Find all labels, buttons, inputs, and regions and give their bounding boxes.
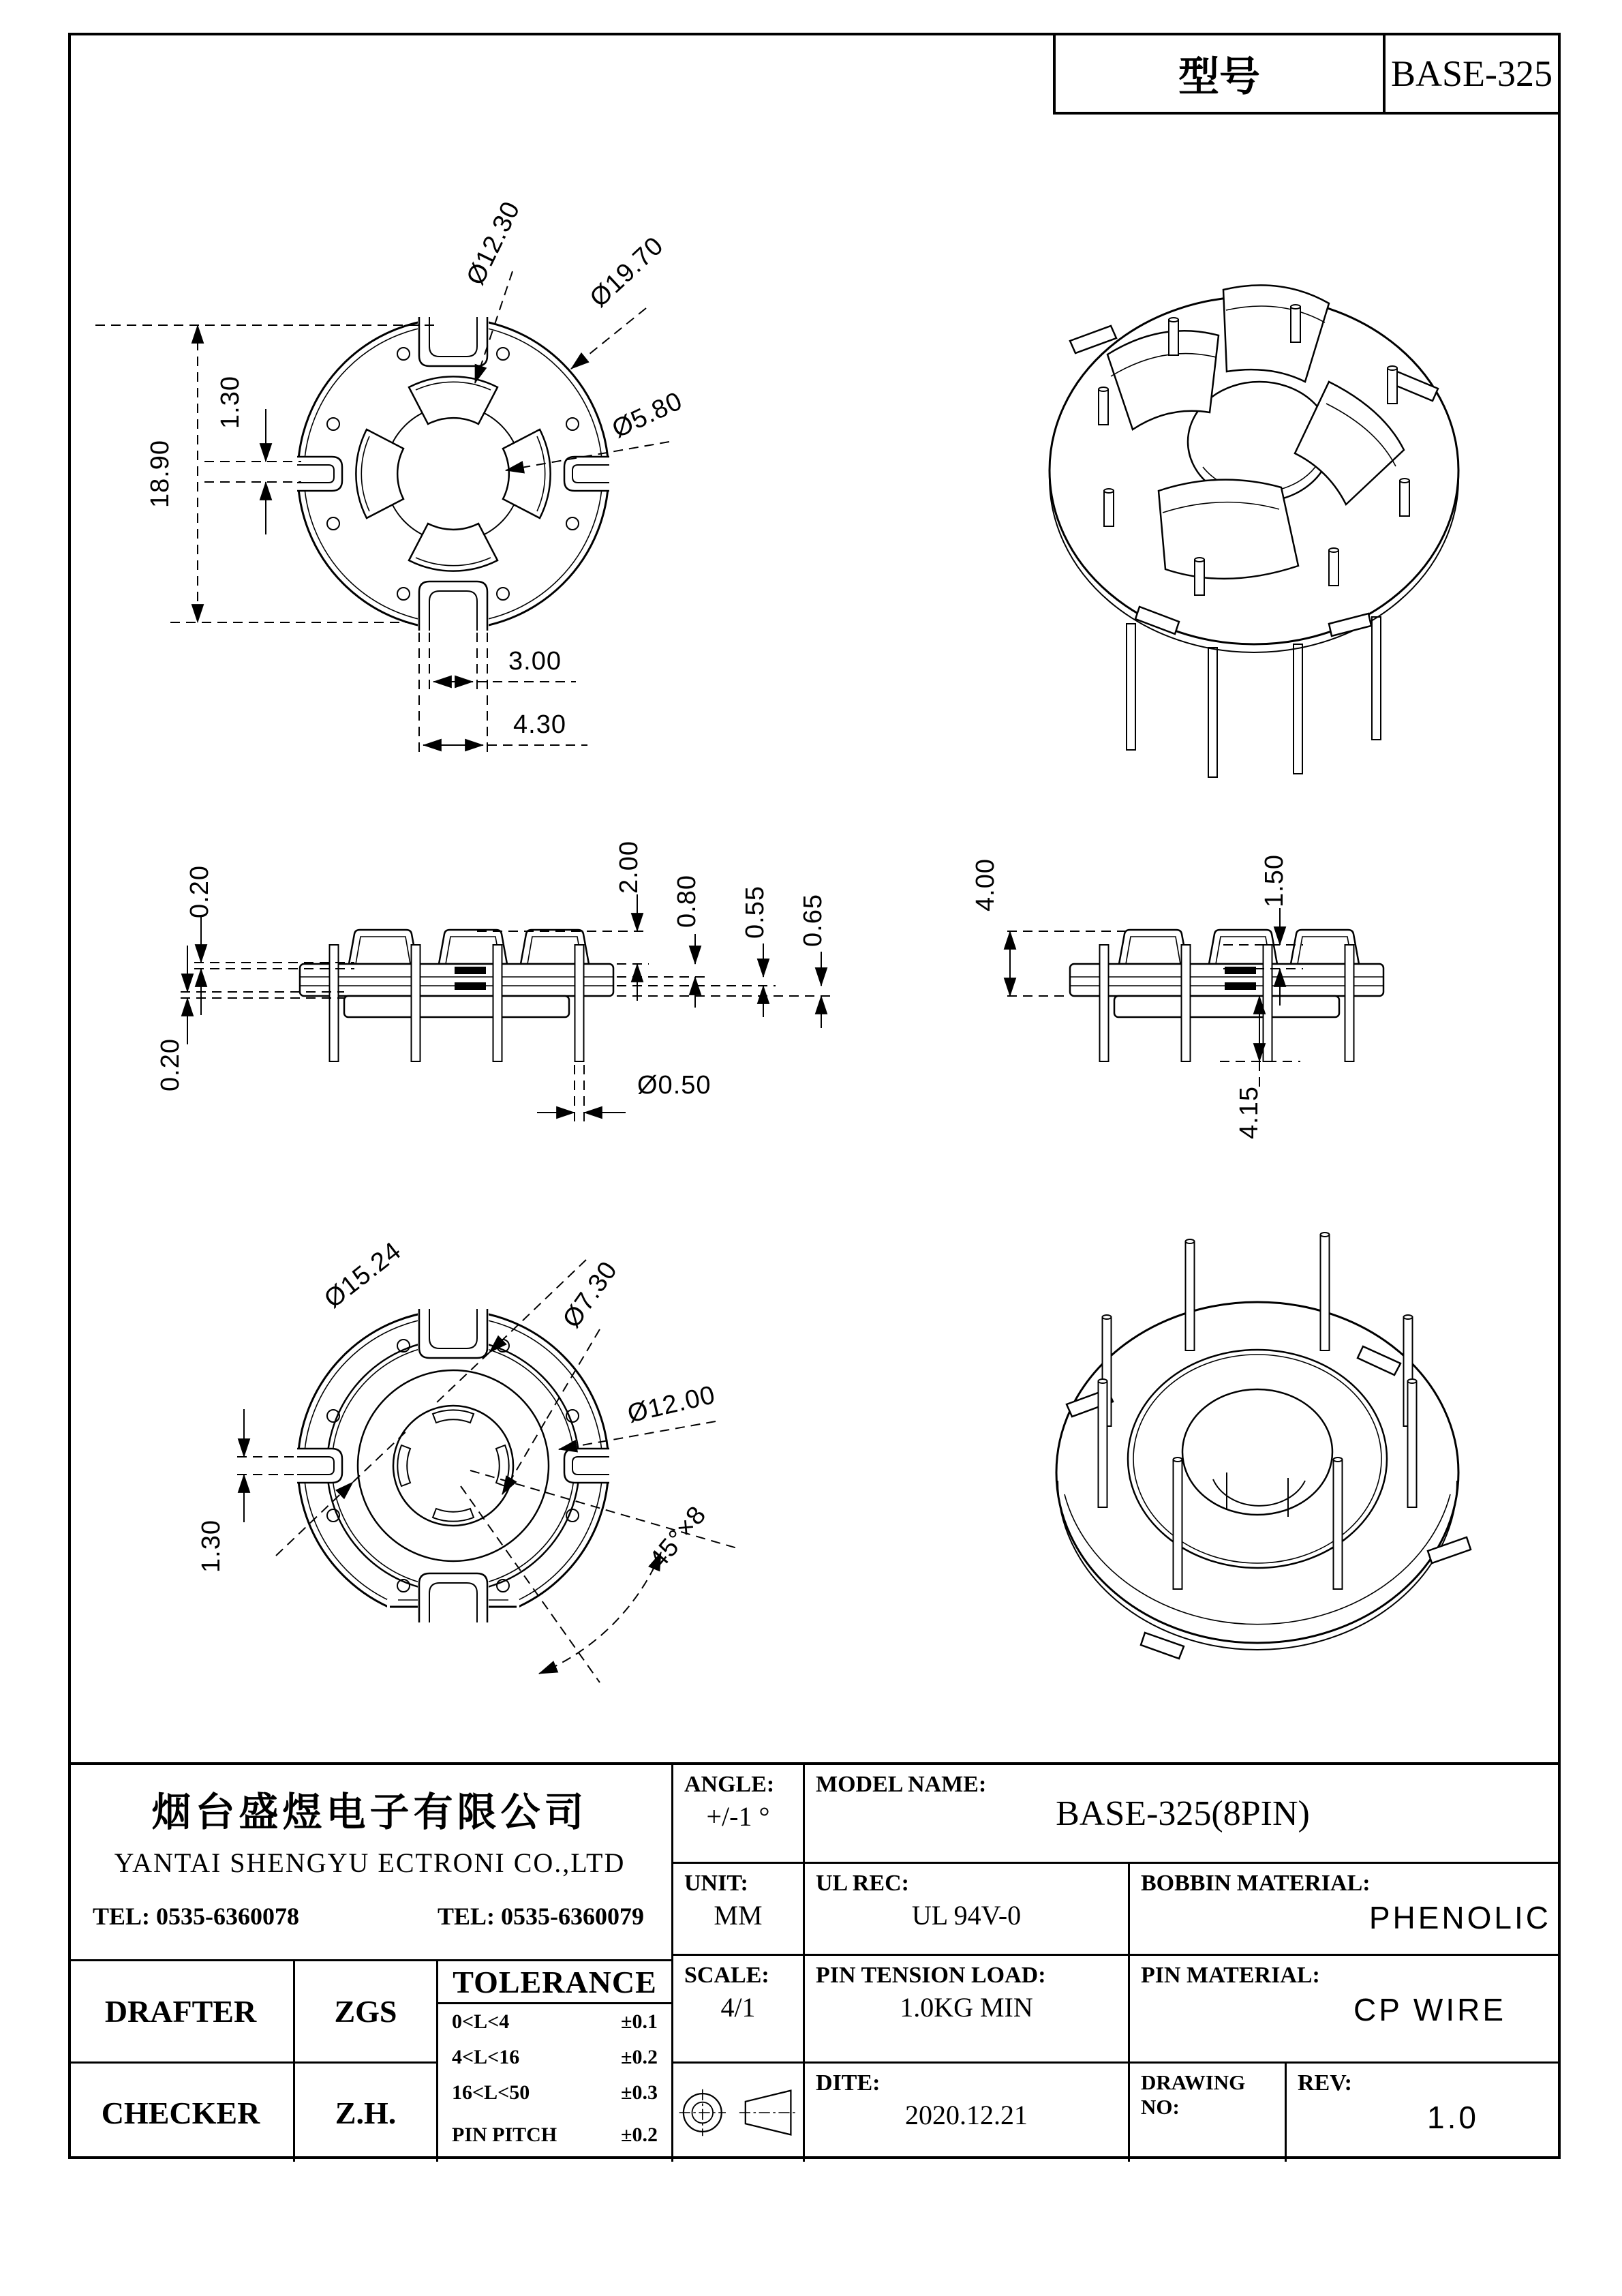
projection-symbol-cell — [671, 2061, 803, 2162]
angle-cell — [671, 1765, 803, 1862]
front-view — [95, 197, 687, 753]
pin-tension-cell — [803, 1954, 1128, 2061]
tolerance-title: TOLERANCE — [438, 1961, 671, 2004]
unit-label: UNIT: — [684, 1871, 748, 1896]
iso-top-pins — [1127, 617, 1381, 777]
date-cell — [803, 2061, 1128, 2162]
pin-material-value: CP WIRE — [1353, 1992, 1506, 2027]
bobbin-material-label: BOBBIN MATERIAL: — [1141, 1871, 1371, 1896]
dim-sideleft-layer3: 0.65 — [799, 894, 827, 947]
scale-label: SCALE: — [684, 1963, 769, 1988]
dim-back-inner-ring-dia: Ø12.00 — [624, 1380, 718, 1429]
dim-front-center-dia: Ø5.80 — [607, 387, 687, 444]
pin-tension-value: 1.0KG MIN — [900, 1992, 1033, 2023]
company-cell — [68, 1765, 671, 1959]
model-name-value: BASE-325(8PIN) — [1056, 1794, 1310, 1833]
dim-sideleft-offset-bottom: 0.20 — [156, 1038, 185, 1091]
date-label: DITE: — [816, 2070, 881, 2096]
dim-sideleft-layer1: 0.80 — [673, 875, 701, 928]
angle-value: +/-1 ° — [706, 1801, 770, 1832]
dim-front-wedge-dia: Ø12.30 — [461, 196, 526, 290]
drafter-label: DRAFTER — [104, 1994, 257, 2029]
dim-sideleft-boss-height: 2.00 — [615, 841, 643, 894]
back-view — [197, 1237, 739, 1682]
company-tel-2: TEL: 0535-6360079 — [437, 1903, 644, 1930]
model-no-value: BASE-325 — [1390, 53, 1552, 94]
ul-rec-label: UL REC: — [816, 1871, 909, 1896]
dim-sideright-body-height: 4.00 — [971, 858, 1000, 911]
dim-front-slot-inner: 3.00 — [508, 647, 562, 676]
ul-rec-value: UL 94V-0 — [911, 1900, 1022, 1931]
pin-tension-label: PIN TENSION LOAD: — [816, 1963, 1046, 1988]
scale-value: 4/1 — [720, 1992, 756, 2023]
dim-sideright-pin-top: 1.50 — [1260, 854, 1289, 907]
company-name-cn: 烟台盛煜电子有限公司 — [151, 1790, 588, 1834]
checker-value: Z.H. — [335, 2095, 397, 2130]
dim-front-slot-outer: 4.30 — [513, 710, 566, 739]
tolerance-value: ±0.1 — [621, 2010, 658, 2033]
dim-back-hole-pattern: 45°×8 — [643, 1500, 712, 1575]
dim-sideleft-layer2: 0.55 — [741, 886, 769, 939]
angle-label: ANGLE: — [684, 1772, 775, 1797]
tolerance-range: PIN PITCH — [452, 2124, 557, 2146]
back-hole-pattern — [327, 1340, 579, 1592]
drafter-label-cell — [68, 1959, 293, 2061]
unit-cell — [671, 1862, 803, 1954]
date-value: 2020.12.21 — [905, 2100, 1028, 2130]
model-name-cell — [803, 1765, 1561, 1862]
iso-bottom-view — [1056, 1233, 1471, 1659]
company-tel-1: TEL: 0535-6360078 — [93, 1903, 300, 1930]
bobbin-material-cell — [1128, 1862, 1561, 1954]
pin-material-cell — [1128, 1954, 1561, 2061]
rev-cell — [1285, 2061, 1561, 2162]
model-name-label: MODEL NAME: — [816, 1772, 987, 1797]
dim-front-height: 18.90 — [146, 439, 174, 509]
side-view-right — [971, 854, 1383, 1139]
model-no-label: 型号 — [1056, 35, 1386, 112]
tolerance-value: ±0.2 — [621, 2046, 658, 2068]
pin-material-label: PIN MATERIAL: — [1141, 1963, 1320, 1988]
checker-value-cell — [293, 2061, 436, 2162]
third-angle-projection-icon — [677, 2081, 799, 2144]
checker-label-cell — [68, 2061, 293, 2162]
side-view-left — [156, 841, 833, 1123]
ul-rec-cell — [803, 1862, 1128, 1954]
iso-top-view — [1050, 285, 1458, 777]
dim-back-bore-dia: Ø7.30 — [557, 1256, 624, 1333]
dim-back-notch-height: 1.30 — [197, 1520, 226, 1573]
tolerance-value: ±0.3 — [621, 2081, 658, 2104]
dim-sideleft-pin-dia: Ø0.50 — [637, 1071, 711, 1100]
checker-label: CHECKER — [101, 2095, 260, 2130]
scale-cell — [671, 1954, 803, 2061]
dim-front-outer-dia: Ø19.70 — [584, 231, 669, 314]
tolerance-row — [438, 2117, 671, 2153]
tolerance-range: 16<L<50 — [452, 2081, 530, 2104]
tolerance-box — [436, 1959, 671, 2162]
unit-value: MM — [714, 1900, 763, 1931]
tolerance-row — [438, 2040, 671, 2075]
drafter-value: ZGS — [334, 1994, 397, 2029]
dim-front-notch-height: 1.30 — [216, 376, 245, 429]
drawing-no-cell — [1128, 2061, 1285, 2162]
title-block — [68, 1762, 1561, 2159]
rev-value: 1.0 — [1427, 2100, 1479, 2135]
drafter-value-cell — [293, 1959, 436, 2061]
bobbin-material-value: PHENOLIC — [1368, 1900, 1551, 1935]
dim-sideleft-offset-top: 0.20 — [185, 865, 214, 918]
tolerance-range: 0<L<4 — [452, 2010, 510, 2033]
company-name-en: YANTAI SHENGYU ECTRONI CO.,LTD — [114, 1847, 626, 1878]
drawing-no-label: DRAWING NO: — [1141, 2070, 1246, 2119]
dim-back-ring-dia: Ø15.24 — [319, 1236, 408, 1314]
dim-sideright-pin-length: 4.15 — [1235, 1086, 1264, 1139]
model-no-box — [1053, 33, 1561, 115]
tolerance-range: 4<L<16 — [452, 2046, 520, 2068]
tolerance-row — [438, 2004, 671, 2040]
tolerance-row — [438, 2075, 671, 2111]
tolerance-value: ±0.2 — [621, 2124, 658, 2146]
rev-label: REV: — [1298, 2070, 1352, 2096]
